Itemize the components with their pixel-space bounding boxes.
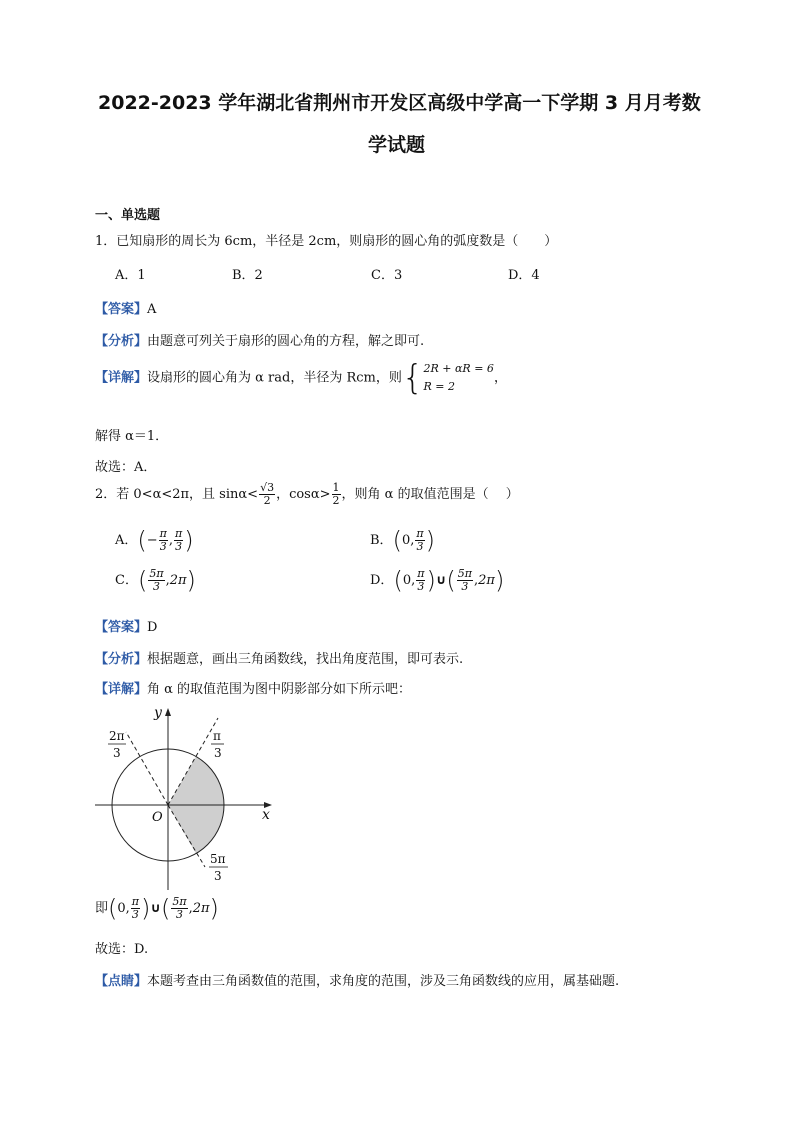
q2-analysis — [95, 648, 463, 667]
page-title: 2022-2023 学年湖北省荆州市开发区高级中学高一下学期 3 月月考数 — [98, 92, 701, 114]
analysis-tag: 【分析】 — [95, 334, 148, 349]
frac-num: 5π — [172, 895, 187, 908]
analysis-text: 根据题意，画出三角函数线，找出角度范围，即可表示. — [147, 652, 464, 667]
section-heading: 一、单选题 — [95, 208, 161, 223]
comment-tag: 【点睛】 — [95, 974, 148, 989]
frac-num: 5π — [457, 567, 472, 580]
q2-option-a — [115, 528, 194, 553]
option-label: C． — [115, 573, 138, 588]
right-paren: ) — [494, 566, 505, 595]
detail-text: 角 α 的取值范围为图中阴影部分如下所示吧： — [147, 682, 412, 697]
answer-tag: 【答案】 — [95, 620, 148, 635]
frac-num: π — [416, 527, 424, 540]
two-pi: 2π — [478, 573, 495, 588]
frac-num: π — [175, 527, 183, 540]
right-paren: ) — [426, 566, 436, 595]
analysis-tag: 【分析】 — [95, 652, 148, 667]
q2-choose: 故选：D. — [95, 942, 149, 957]
left-paren: ( — [392, 526, 402, 555]
union-sign: ∪ — [150, 901, 161, 916]
fraction-1-over-2 — [332, 482, 341, 507]
frac-num: π — [131, 895, 140, 908]
left-paren: ( — [393, 566, 403, 595]
q1-option-d: D．4 — [508, 268, 540, 283]
equation-brace: { — [401, 358, 424, 398]
comma: , — [165, 573, 170, 588]
union-sign: ∪ — [435, 573, 447, 588]
q2-option-b — [370, 528, 435, 553]
q1-solve: 解得 α＝1． — [95, 429, 169, 444]
q1-choose: 故选：A． — [95, 460, 157, 475]
zero: 0, — [401, 533, 415, 548]
label-2pi-den: 3 — [113, 746, 121, 760]
analysis-text: 由题意可列关于扇形的圆心角的方程，解之即可. — [147, 334, 425, 349]
fraction-5pi-over-3 — [457, 568, 473, 593]
equation-2: R = 2 — [423, 380, 456, 393]
fraction-pi-over-3 — [131, 896, 140, 921]
answer-value: D — [147, 620, 158, 635]
q2-option-d — [370, 568, 504, 593]
q2-option-c — [115, 568, 196, 593]
origin-label: O — [152, 810, 163, 825]
frac-den: 3 — [461, 580, 469, 593]
right-paren: ) — [425, 526, 435, 555]
left-paren: ( — [137, 566, 148, 595]
q2-stem-part-a: 2．若 0<α<2π，且 sinα< — [95, 487, 259, 502]
frac-den: 3 — [416, 540, 424, 553]
frac-den: 2 — [332, 494, 340, 507]
q2-answer — [95, 616, 157, 635]
answer-value: A — [147, 302, 157, 317]
y-axis-label: y — [154, 705, 162, 721]
frac-den: 2 — [263, 494, 271, 507]
comma: , — [474, 573, 479, 588]
fraction-sqrt3-over-2 — [259, 482, 275, 507]
label-pi-den: 3 — [214, 746, 222, 760]
left-paren: ( — [108, 894, 118, 923]
q1-analysis — [95, 330, 424, 349]
minus-sign: − — [146, 533, 158, 548]
fraction-pi-over-3 — [415, 528, 424, 553]
q1-option-a: A．1 — [115, 268, 146, 283]
equation-1: 2R + αR = 6 — [423, 362, 494, 375]
q2-result — [95, 896, 219, 921]
frac-den: 3 — [175, 540, 183, 553]
detail-suffix: ， — [493, 370, 507, 386]
frac-den: 3 — [159, 540, 167, 553]
frac-num: π — [417, 567, 425, 580]
option-label: D． — [370, 573, 394, 588]
label-pi-num: π — [213, 729, 221, 743]
frac-den: 3 — [417, 580, 425, 593]
question-2-stem — [95, 482, 519, 507]
fraction-5pi-over-3 — [148, 568, 164, 593]
question-1-stem: 1．已知扇形的周长为 6cm，半径是 2cm，则扇形的圆心角的弧度数是（ ） — [95, 234, 558, 249]
left-paren: ( — [446, 566, 456, 595]
answer-tag: 【答案】 — [95, 302, 148, 317]
q1-option-b: B．2 — [232, 268, 263, 283]
comment-text: 本题考查由三角函数值的范围，求角度的范围，涉及三角函数线的应用，属基础题. — [147, 974, 620, 989]
label-5pi-num: 5π — [210, 852, 226, 866]
line-2pi-over-3 — [126, 732, 168, 805]
two-pi: 2π — [169, 573, 187, 588]
q1-detail — [95, 360, 507, 396]
q2-stem-part-b: ，cosα> — [276, 487, 331, 502]
left-paren: ( — [160, 894, 171, 923]
q2-stem-part-c: ，则角 α 的取值范围是（ ） — [341, 487, 519, 502]
q2-comment — [95, 970, 619, 989]
q2-detail — [95, 678, 411, 697]
zero: 0, — [402, 573, 416, 588]
unit-circle-figure — [90, 700, 290, 895]
result-prefix: 即 — [95, 901, 109, 916]
detail-tag: 【详解】 — [95, 682, 148, 697]
q1-answer — [95, 298, 156, 317]
frac-num: 5π — [149, 567, 164, 580]
left-paren: ( — [137, 526, 147, 555]
two-pi: 2π — [192, 901, 210, 916]
frac-num: √3 — [260, 481, 275, 494]
option-label: B． — [370, 533, 393, 548]
frac-den: 3 — [152, 580, 160, 593]
frac-den: 3 — [175, 908, 183, 921]
label-5pi-den: 3 — [214, 869, 222, 883]
detail-tag: 【详解】 — [95, 370, 148, 386]
q1-option-c: C．3 — [371, 268, 403, 283]
y-axis-arrow — [165, 708, 171, 716]
page-title-line2: 学试题 — [368, 134, 426, 156]
frac-num: 1 — [332, 481, 340, 494]
right-paren: ) — [141, 894, 151, 923]
option-label: A． — [115, 533, 138, 548]
detail-text: 设扇形的圆心角为 α rad，半径为 Rcm，则 — [147, 370, 402, 386]
label-2pi-num: 2π — [109, 729, 125, 743]
right-paren: ) — [184, 526, 194, 555]
frac-den: 3 — [131, 908, 139, 921]
x-axis-label: x — [262, 807, 270, 823]
fraction-pi-over-3 — [174, 528, 183, 553]
equation-system — [424, 360, 494, 396]
fraction-pi-over-3 — [416, 568, 425, 593]
right-paren: ) — [186, 566, 196, 595]
fraction-5pi-over-3 — [171, 896, 187, 921]
frac-num: π — [159, 527, 167, 540]
zero: 0, — [117, 901, 130, 916]
comma: , — [188, 901, 193, 916]
comma: , — [168, 533, 174, 548]
right-paren: ) — [209, 894, 219, 923]
fraction-pi-over-3 — [159, 528, 168, 553]
